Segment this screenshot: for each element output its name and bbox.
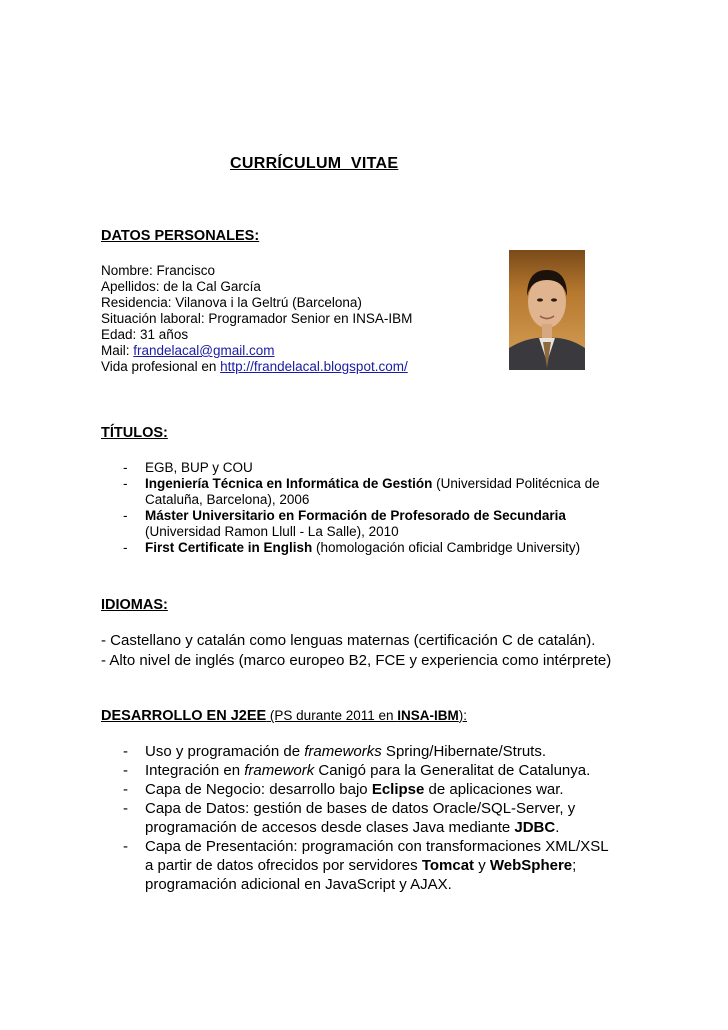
mail-link[interactable]: frandelacal@gmail.com: [133, 343, 275, 358]
j2ee-sub-bold: INSA-IBM: [397, 708, 459, 723]
page-title: CURRÍCULUM VITAE: [230, 155, 399, 172]
section-heading-titulos: TÍTULOS:: [101, 425, 168, 441]
j2ee-item: [101, 781, 564, 798]
j2ee-text: programación de accesos desde clases Java mediante: [145, 819, 515, 836]
vida-label: Vida profesional en: [101, 359, 221, 374]
list-dash: -: [123, 781, 128, 798]
titulo-text: EGB, BUP y COU: [145, 460, 253, 475]
blog-link[interactable]: http://frandelacal.blogspot.com/: [220, 359, 408, 374]
j2ee-text: Capa de Negocio: desarrollo bajo: [145, 781, 372, 798]
titulo-item: [101, 508, 566, 524]
titulo-text: (homologación oficial Cambridge University): [312, 540, 581, 555]
titulo-bold: First Certificate in English: [145, 540, 313, 555]
titulo-bold: Ingeniería Técnica en Informática de Gestión: [145, 476, 433, 491]
titulo-item: [101, 540, 580, 556]
j2ee-text: Capa de Presentación: programación con transformaciones XML/XSL: [145, 838, 609, 855]
j2ee-italic: frameworks: [304, 743, 382, 760]
j2ee-bold: Eclipse: [371, 781, 425, 798]
list-dash: -: [123, 743, 128, 760]
titulo-item: [101, 460, 253, 476]
idioma-line: - Castellano y catalán como lenguas maternas (certificación C de catalán).: [101, 632, 596, 649]
list-dash: -: [123, 762, 128, 779]
j2ee-item-cont: [145, 857, 576, 874]
titulo-item-cont: (Universidad Ramon Llull - La Salle), 2010: [145, 524, 399, 539]
j2ee-sub-post: ):: [458, 708, 468, 723]
mail-label: Mail:: [101, 343, 134, 358]
j2ee-bold: Tomcat: [421, 857, 475, 874]
j2ee-text: .: [555, 819, 560, 836]
j2ee-text: a partir de datos ofrecidos por servidores: [145, 857, 422, 874]
j2ee-item-cont: programación adicional en JavaScript y AJAX.: [145, 876, 452, 893]
j2ee-heading-text: DESARROLLO EN J2EE: [101, 708, 267, 724]
titulo-bold: Máster Universitario en Formación de Profesorado de Secundaria: [145, 508, 566, 523]
j2ee-italic: framework: [244, 762, 315, 779]
personal-situacion: Situación laboral: Programador Senior en INSA-IBM: [101, 311, 413, 326]
j2ee-item-cont: [145, 819, 559, 836]
j2ee-item: [101, 800, 575, 817]
titulo-item: [101, 476, 600, 492]
j2ee-text: Spring/Hibernate/Struts.: [381, 743, 547, 760]
j2ee-text: y: [474, 857, 490, 874]
j2ee-item: [101, 838, 609, 855]
j2ee-text: Integración en: [145, 762, 245, 779]
section-heading-personal: DATOS PERSONALES:: [101, 228, 260, 244]
portrait-image: [509, 250, 585, 370]
titulo-item-cont: Cataluña, Barcelona), 2006: [145, 492, 310, 507]
j2ee-item: [101, 762, 590, 779]
j2ee-text: Canigó para la Generalitat de Catalunya.: [314, 762, 591, 779]
personal-vida: [101, 359, 408, 375]
personal-residencia: Residencia: Vilanova i la Geltrú (Barcelona): [101, 295, 362, 310]
j2ee-subheading: [266, 708, 467, 723]
j2ee-bold: JDBC: [514, 819, 556, 836]
section-heading-idiomas: IDIOMAS:: [101, 597, 168, 613]
list-dash: -: [123, 800, 128, 817]
j2ee-bold: WebSphere: [489, 857, 573, 874]
j2ee-sub-pre: (PS durante 2011 en: [266, 708, 398, 723]
j2ee-text: de aplicaciones war.: [424, 781, 564, 798]
list-dash: -: [123, 838, 128, 855]
personal-mail: [101, 343, 275, 359]
personal-nombre: Nombre: Francisco: [101, 263, 216, 278]
list-dash: -: [123, 460, 128, 475]
j2ee-text: Capa de Datos: gestión de bases de datos Oracle/SQL-Server, y: [145, 800, 576, 817]
j2ee-text: Uso y programación de: [145, 743, 305, 760]
list-dash: -: [123, 540, 128, 555]
j2ee-text: ;: [572, 857, 577, 874]
titulo-text: (Universidad Politécnica de: [432, 476, 600, 491]
idioma-line: - Alto nivel de inglés (marco europeo B2, FCE y experiencia como intérprete): [101, 652, 612, 669]
list-dash: -: [123, 476, 128, 491]
personal-edad: Edad: 31 años: [101, 327, 189, 342]
j2ee-item: [101, 743, 546, 760]
personal-apellidos: Apellidos: de la Cal García: [101, 279, 261, 294]
list-dash: -: [123, 508, 128, 523]
section-heading-j2ee: [101, 707, 467, 725]
profile-photo: [509, 250, 585, 370]
